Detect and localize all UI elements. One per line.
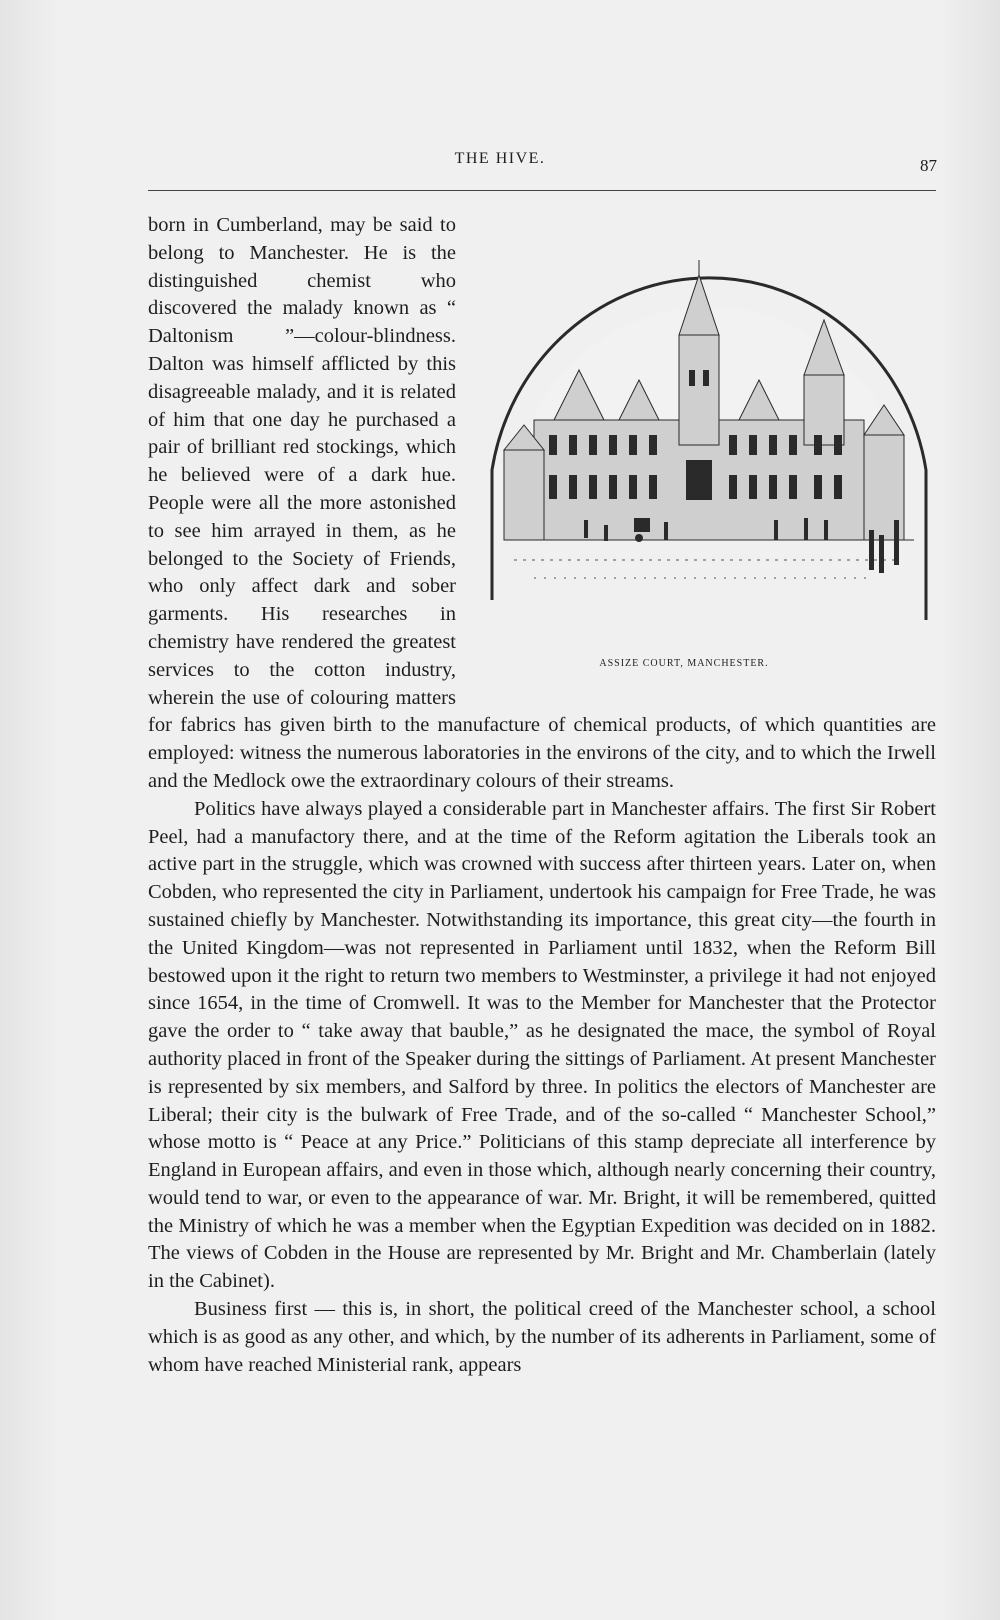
page-number: 87	[920, 156, 937, 175]
figure-caption: ASSIZE COURT, MANCHESTER.	[599, 658, 769, 670]
header-rule	[148, 190, 936, 191]
paragraph-business: Business first — this is, in short, the political creed of the Manchester school, a school which is as good as any other, and which, by the number of its adherents in Parliament, some of whom have reached Ministerial rank, appears	[148, 1298, 936, 1376]
body-text	[148, 212, 936, 1379]
paragraph-politics: Politics have always played a considerable part in Manchester affairs. The first Sir Robert Peel, had a manufactory there, and at the time of the Reform agitation the Liberals took an active part in the struggle, which was crowned with success after thirteen years. Later on, when Cobden, who represented the city in Parliament, undertook his campaign for Free Trade, he was sustained chiefly by Manchester. Notwithstanding its importance, this great city—the fourth in the United Kingdom—was not represented in Parliament until 1832, when the Reform Bill bestowed upon it the right to return two members to Westminster, a privilege it had not enjoyed since 1654, in the time of Cromwell. It was to the Member for Manchester that the Protector gave the order to “ take away that bauble,” as he designated the mace, the symbol of Royal authority placed in front of the Speaker during the sittings of Parliament. At present Manchester is represented by six members, and Salford by three. In politics the electors of Manchester are Liberal; their city is the bulwark of Free Trade, and of the so-called “ Manchester School,” whose motto is “ Peace at any Price.” Politicians of this stamp depreciate all interference by England in European affairs, and even in those which, although nearly concerning their country, would tend to war, or even to the appearance of war. Mr. Bright, it will be remembered, quitted the Ministry of which he was a member when the Egyptian Expedition was decided on in 1882. The views of Cobden in the House are represented by Mr. Bright and Mr. Chamberlain (lately in the Cabinet).	[148, 797, 936, 1293]
paragraph-dalton: born in Cumberland, may be said to belong to Manchester. He is the distinguished chemist who discovered the malady known as “ Daltonism ”—colour-blindness. Dalton was himself afflicted by this disagreeable malady, and it is related of him that one day he purchased a pair of brilliant red stockings, which he believed were of a dark hue. People were all the more astonished to see him arrayed in them, as he belonged to the Society of Friends, who only affect dark and sober garments. His researches in chemistry have rendered the greatest services to the cotton industry, wherein the use of colouring matters for fabrics has given birth to the manufacture of chemical products, of which quantities are employed: witness the numerous laboratories in the environs of the city, and to which the Irwell and the Medlock owe the extraordinary colours of their streams.	[148, 214, 936, 792]
engraving	[474, 220, 944, 700]
running-head: THE HIVE.	[454, 150, 546, 167]
illustration-assize-court	[474, 220, 944, 700]
